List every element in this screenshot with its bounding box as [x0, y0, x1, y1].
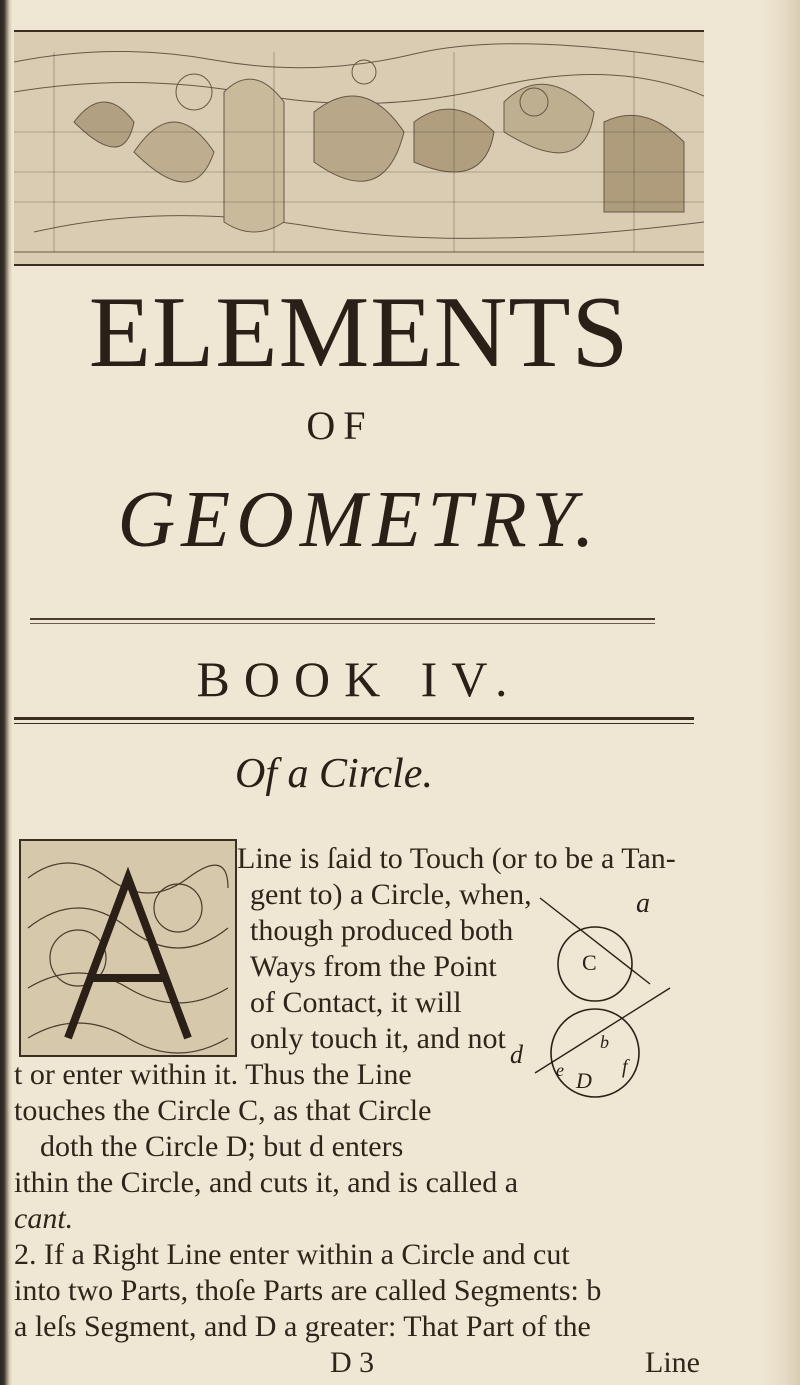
label-c: C [582, 950, 597, 975]
text-line-2: gent to) a Circle, when, [250, 878, 532, 911]
page-edge-right [760, 0, 800, 1385]
text-line-3: though produced both [250, 914, 514, 947]
engraved-headpiece [14, 30, 704, 266]
page-signature: D 3 [330, 1346, 375, 1379]
text-line-12: 2. If a Right Line enter within a Circle and cut [14, 1238, 570, 1271]
text-line-6: only touch it, and not [250, 1022, 506, 1055]
label-f: f [622, 1056, 628, 1078]
text-line-10: ithin the Circle, and cuts it, and is called a [14, 1166, 519, 1199]
circle-d [551, 1009, 639, 1097]
label-d-circle: D [576, 1068, 592, 1093]
text-line-14: a leſs Segment, and D a greater: That Part of the [14, 1310, 591, 1343]
text-line-4: Ways from the Point [250, 950, 497, 983]
text-line-5: of Contact, it will [250, 986, 462, 1019]
rule-top [30, 618, 655, 620]
text-line-13: into two Parts, thoſe Parts are called Segments: b [14, 1274, 602, 1307]
book-heading: BOOK IV. [196, 651, 522, 707]
label-d-small: d [510, 1040, 523, 1069]
text-line-8: touches the Circle C, as that Circle [14, 1094, 432, 1127]
page-edge-left [0, 0, 12, 1385]
label-b: b [600, 1032, 609, 1052]
title-geometry: GEOMETRY. [117, 476, 601, 564]
title-of: OF [306, 403, 374, 448]
text-line-7: t or enter within it. Thus the Line [14, 1058, 412, 1091]
title-elements: ELEMENTS [88, 276, 630, 389]
text-line-1: Line is ſaid to Touch (or to be a Tan- [237, 842, 676, 875]
label-e: e [556, 1060, 564, 1080]
section-heading: Of a Circle. [235, 751, 433, 797]
decorative-initial-a [18, 838, 238, 1058]
rule-bottom [14, 717, 694, 720]
rule-top-thin [30, 623, 655, 624]
text-line-11: cant. [14, 1202, 74, 1235]
label-a: a [636, 888, 650, 919]
text-line-9: doth the Circle D; but d enters [40, 1130, 404, 1163]
rule-bottom-thin [14, 723, 694, 724]
catchword: Line [645, 1346, 700, 1379]
